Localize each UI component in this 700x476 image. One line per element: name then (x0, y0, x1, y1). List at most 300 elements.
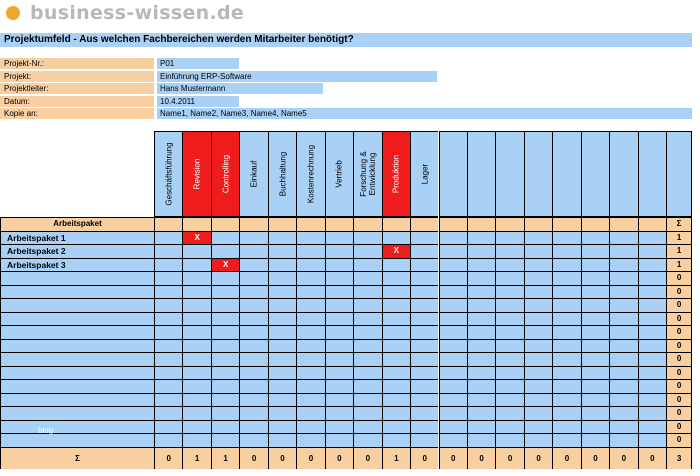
row-label[interactable]: Arbeitspaket 2 (0, 244, 154, 258)
matrix-cell[interactable] (581, 231, 609, 245)
matrix-cell[interactable] (325, 406, 353, 420)
matrix-cell[interactable] (154, 312, 182, 326)
meta-value[interactable]: 10.4.2011 (157, 96, 239, 107)
matrix-cell[interactable] (325, 393, 353, 407)
matrix-cell[interactable] (353, 258, 381, 272)
matrix-cell[interactable] (239, 379, 267, 393)
matrix-cell[interactable] (524, 285, 552, 299)
matrix-cell[interactable] (495, 339, 523, 353)
matrix-cell[interactable] (382, 379, 410, 393)
matrix-cell[interactable] (353, 379, 381, 393)
matrix-cell[interactable] (353, 285, 381, 299)
matrix-cell[interactable] (410, 285, 438, 299)
matrix-cell[interactable] (410, 271, 438, 285)
matrix-cell[interactable] (268, 406, 296, 420)
matrix-cell[interactable] (638, 366, 666, 380)
matrix-cell[interactable] (154, 406, 182, 420)
matrix-cell[interactable] (239, 285, 267, 299)
matrix-cell[interactable] (609, 325, 637, 339)
matrix-cell[interactable] (581, 312, 609, 326)
matrix-cell[interactable] (268, 339, 296, 353)
matrix-cell[interactable] (182, 244, 210, 258)
matrix-cell[interactable] (609, 244, 637, 258)
meta-value[interactable]: Einführung ERP-Software (157, 71, 437, 82)
matrix-cell[interactable] (552, 271, 580, 285)
matrix-cell[interactable] (239, 339, 267, 353)
matrix-cell[interactable] (239, 433, 267, 447)
matrix-cell[interactable] (524, 406, 552, 420)
matrix-cell[interactable] (268, 258, 296, 272)
matrix-cell[interactable] (211, 312, 239, 326)
matrix-cell[interactable] (239, 298, 267, 312)
matrix-cell[interactable] (467, 312, 495, 326)
row-label[interactable] (0, 433, 154, 447)
matrix-cell[interactable] (239, 325, 267, 339)
matrix-cell[interactable] (382, 433, 410, 447)
matrix-cell[interactable] (211, 339, 239, 353)
matrix-cell[interactable] (325, 433, 353, 447)
matrix-cell[interactable] (439, 379, 467, 393)
meta-value[interactable]: P01 (157, 58, 239, 69)
matrix-cell[interactable] (638, 379, 666, 393)
matrix-cell[interactable] (382, 420, 410, 434)
matrix-cell[interactable] (268, 393, 296, 407)
matrix-cell[interactable] (296, 312, 324, 326)
matrix-cell[interactable] (524, 352, 552, 366)
matrix-cell[interactable] (581, 298, 609, 312)
matrix-cell[interactable] (325, 231, 353, 245)
matrix-cell[interactable] (182, 312, 210, 326)
matrix-cell[interactable] (581, 352, 609, 366)
row-label[interactable] (0, 285, 154, 299)
matrix-cell[interactable] (439, 298, 467, 312)
matrix-cell[interactable] (154, 298, 182, 312)
row-label[interactable] (0, 352, 154, 366)
matrix-cell[interactable] (296, 433, 324, 447)
matrix-cell[interactable] (211, 379, 239, 393)
matrix-cell[interactable] (552, 366, 580, 380)
matrix-cell[interactable] (239, 406, 267, 420)
matrix-cell[interactable] (211, 298, 239, 312)
matrix-cell[interactable] (609, 393, 637, 407)
matrix-cell[interactable] (439, 325, 467, 339)
matrix-cell[interactable] (581, 406, 609, 420)
matrix-cell[interactable] (524, 420, 552, 434)
matrix-cell[interactable] (268, 379, 296, 393)
matrix-cell[interactable] (410, 298, 438, 312)
matrix-cell[interactable] (467, 285, 495, 299)
matrix-cell[interactable] (495, 244, 523, 258)
matrix-cell[interactable] (296, 285, 324, 299)
row-label[interactable] (0, 339, 154, 353)
meta-value[interactable]: Name1, Name2, Name3, Name4, Name5 (157, 108, 692, 119)
matrix-cell[interactable] (211, 433, 239, 447)
matrix-cell[interactable] (296, 258, 324, 272)
matrix-cell[interactable] (382, 285, 410, 299)
matrix-cell[interactable] (524, 325, 552, 339)
matrix-cell[interactable] (382, 258, 410, 272)
matrix-cell[interactable] (268, 271, 296, 285)
matrix-cell[interactable] (410, 325, 438, 339)
matrix-cell[interactable] (609, 366, 637, 380)
matrix-cell[interactable] (495, 433, 523, 447)
matrix-cell[interactable] (353, 406, 381, 420)
column-header[interactable] (382, 131, 410, 217)
matrix-cell[interactable] (239, 271, 267, 285)
column-header[interactable] (182, 131, 210, 217)
matrix-cell[interactable] (495, 271, 523, 285)
row-label[interactable]: Arbeitspaket 1 (0, 231, 154, 245)
matrix-cell[interactable] (495, 393, 523, 407)
matrix-cell[interactable] (581, 366, 609, 380)
matrix-cell[interactable] (609, 285, 637, 299)
matrix-cell[interactable] (552, 420, 580, 434)
matrix-cell[interactable] (325, 325, 353, 339)
matrix-cell[interactable] (638, 271, 666, 285)
matrix-cell[interactable] (268, 433, 296, 447)
row-label[interactable] (0, 406, 154, 420)
matrix-cell[interactable] (325, 271, 353, 285)
matrix-cell[interactable] (609, 433, 637, 447)
matrix-cell[interactable] (609, 312, 637, 326)
matrix-cell[interactable] (581, 258, 609, 272)
matrix-cell[interactable] (410, 258, 438, 272)
matrix-cell[interactable] (325, 420, 353, 434)
matrix-cell[interactable] (495, 285, 523, 299)
matrix-cell[interactable] (524, 231, 552, 245)
matrix-cell[interactable] (524, 244, 552, 258)
matrix-cell[interactable] (581, 325, 609, 339)
matrix-cell[interactable] (524, 271, 552, 285)
matrix-cell[interactable] (154, 258, 182, 272)
matrix-cell[interactable] (609, 298, 637, 312)
matrix-cell[interactable] (495, 312, 523, 326)
matrix-cell[interactable] (382, 339, 410, 353)
matrix-cell[interactable] (495, 352, 523, 366)
matrix-cell[interactable] (524, 339, 552, 353)
matrix-cell[interactable] (296, 231, 324, 245)
matrix-cell[interactable] (467, 366, 495, 380)
matrix-cell[interactable] (353, 433, 381, 447)
matrix-cell[interactable] (211, 271, 239, 285)
matrix-cell[interactable] (410, 393, 438, 407)
matrix-cell[interactable] (638, 285, 666, 299)
column-header[interactable] (495, 131, 523, 217)
matrix-cell[interactable] (439, 420, 467, 434)
matrix-cell[interactable] (182, 285, 210, 299)
matrix-cell[interactable] (524, 298, 552, 312)
matrix-cell[interactable] (325, 352, 353, 366)
matrix-cell[interactable] (268, 325, 296, 339)
matrix-cell[interactable] (382, 231, 410, 245)
matrix-cell[interactable] (552, 406, 580, 420)
matrix-cell[interactable] (296, 244, 324, 258)
row-label[interactable] (0, 393, 154, 407)
matrix-cell[interactable] (638, 231, 666, 245)
matrix-cell[interactable] (524, 393, 552, 407)
matrix-cell[interactable] (609, 420, 637, 434)
matrix-cell[interactable] (467, 244, 495, 258)
matrix-cell[interactable] (154, 352, 182, 366)
meta-value[interactable]: Hans Mustermann (157, 83, 323, 94)
matrix-cell[interactable] (524, 433, 552, 447)
mark-cell[interactable]: X (382, 244, 410, 258)
matrix-cell[interactable] (296, 298, 324, 312)
matrix-cell[interactable] (353, 271, 381, 285)
matrix-cell[interactable] (325, 312, 353, 326)
column-header[interactable] (524, 131, 552, 217)
row-label[interactable] (0, 271, 154, 285)
matrix-cell[interactable] (609, 231, 637, 245)
matrix-cell[interactable] (353, 312, 381, 326)
matrix-cell[interactable] (325, 285, 353, 299)
matrix-cell[interactable] (552, 298, 580, 312)
matrix-cell[interactable] (325, 379, 353, 393)
matrix-cell[interactable] (296, 325, 324, 339)
matrix-cell[interactable] (182, 258, 210, 272)
matrix-cell[interactable] (439, 366, 467, 380)
matrix-cell[interactable] (439, 312, 467, 326)
matrix-cell[interactable] (154, 271, 182, 285)
matrix-cell[interactable] (410, 352, 438, 366)
matrix-cell[interactable] (581, 271, 609, 285)
matrix-cell[interactable] (154, 231, 182, 245)
matrix-cell[interactable] (268, 231, 296, 245)
matrix-cell[interactable] (581, 244, 609, 258)
matrix-cell[interactable] (268, 312, 296, 326)
matrix-cell[interactable] (182, 366, 210, 380)
column-header[interactable] (154, 131, 182, 217)
matrix-cell[interactable] (410, 433, 438, 447)
matrix-cell[interactable] (296, 271, 324, 285)
matrix-cell[interactable] (467, 420, 495, 434)
matrix-cell[interactable] (182, 339, 210, 353)
matrix-cell[interactable] (638, 352, 666, 366)
matrix-cell[interactable] (154, 244, 182, 258)
matrix-cell[interactable] (581, 393, 609, 407)
column-header[interactable] (439, 131, 467, 217)
column-header[interactable] (581, 131, 609, 217)
matrix-cell[interactable] (552, 325, 580, 339)
matrix-cell[interactable] (268, 285, 296, 299)
matrix-cell[interactable] (609, 406, 637, 420)
column-header[interactable] (467, 131, 495, 217)
matrix-cell[interactable] (296, 352, 324, 366)
row-label[interactable]: Arbeitspaket 3 (0, 258, 154, 272)
matrix-cell[interactable] (524, 312, 552, 326)
matrix-cell[interactable] (524, 258, 552, 272)
matrix-cell[interactable] (467, 298, 495, 312)
matrix-cell[interactable] (581, 433, 609, 447)
matrix-cell[interactable] (382, 325, 410, 339)
column-header[interactable] (296, 131, 324, 217)
matrix-cell[interactable] (211, 366, 239, 380)
matrix-cell[interactable] (211, 244, 239, 258)
matrix-cell[interactable] (296, 339, 324, 353)
matrix-cell[interactable] (296, 393, 324, 407)
matrix-cell[interactable] (638, 339, 666, 353)
matrix-cell[interactable] (439, 231, 467, 245)
matrix-cell[interactable] (410, 366, 438, 380)
matrix-cell[interactable] (211, 285, 239, 299)
matrix-cell[interactable] (382, 312, 410, 326)
matrix-cell[interactable] (325, 366, 353, 380)
matrix-cell[interactable] (638, 433, 666, 447)
matrix-cell[interactable] (325, 339, 353, 353)
matrix-cell[interactable] (353, 339, 381, 353)
column-header[interactable] (353, 131, 381, 217)
matrix-cell[interactable] (410, 339, 438, 353)
matrix-cell[interactable] (154, 393, 182, 407)
matrix-cell[interactable] (296, 420, 324, 434)
matrix-cell[interactable] (353, 393, 381, 407)
matrix-cell[interactable] (467, 258, 495, 272)
matrix-cell[interactable] (439, 352, 467, 366)
matrix-cell[interactable] (552, 312, 580, 326)
column-header[interactable] (211, 131, 239, 217)
matrix-cell[interactable] (467, 325, 495, 339)
matrix-cell[interactable] (495, 420, 523, 434)
row-label[interactable] (0, 420, 154, 434)
matrix-cell[interactable] (467, 433, 495, 447)
matrix-cell[interactable] (552, 379, 580, 393)
matrix-cell[interactable] (182, 352, 210, 366)
matrix-cell[interactable] (609, 379, 637, 393)
matrix-cell[interactable] (182, 379, 210, 393)
matrix-cell[interactable] (495, 379, 523, 393)
matrix-cell[interactable] (353, 231, 381, 245)
matrix-cell[interactable] (638, 420, 666, 434)
matrix-cell[interactable] (211, 406, 239, 420)
matrix-cell[interactable] (154, 285, 182, 299)
column-header[interactable] (325, 131, 353, 217)
matrix-cell[interactable] (552, 244, 580, 258)
matrix-cell[interactable] (495, 325, 523, 339)
matrix-cell[interactable] (410, 420, 438, 434)
matrix-cell[interactable] (581, 339, 609, 353)
matrix-cell[interactable] (581, 285, 609, 299)
matrix-cell[interactable] (552, 285, 580, 299)
column-header[interactable] (239, 131, 267, 217)
matrix-cell[interactable] (239, 231, 267, 245)
matrix-cell[interactable] (154, 325, 182, 339)
row-label[interactable] (0, 325, 154, 339)
matrix-cell[interactable] (581, 379, 609, 393)
matrix-cell[interactable] (325, 258, 353, 272)
matrix-cell[interactable] (467, 339, 495, 353)
mark-cell[interactable]: X (182, 231, 210, 245)
matrix-cell[interactable] (353, 244, 381, 258)
column-header[interactable] (268, 131, 296, 217)
matrix-cell[interactable] (467, 231, 495, 245)
matrix-cell[interactable] (638, 312, 666, 326)
matrix-cell[interactable] (182, 420, 210, 434)
matrix-cell[interactable] (552, 393, 580, 407)
matrix-cell[interactable] (467, 271, 495, 285)
column-header[interactable] (552, 131, 580, 217)
matrix-cell[interactable] (609, 258, 637, 272)
matrix-cell[interactable] (353, 352, 381, 366)
matrix-cell[interactable] (182, 406, 210, 420)
matrix-cell[interactable] (638, 325, 666, 339)
matrix-cell[interactable] (239, 366, 267, 380)
matrix-cell[interactable] (467, 406, 495, 420)
matrix-cell[interactable] (211, 420, 239, 434)
matrix-cell[interactable] (495, 406, 523, 420)
matrix-cell[interactable] (268, 352, 296, 366)
matrix-cell[interactable] (239, 352, 267, 366)
matrix-cell[interactable] (268, 298, 296, 312)
matrix-cell[interactable] (182, 393, 210, 407)
column-header[interactable] (410, 131, 438, 217)
matrix-cell[interactable] (211, 231, 239, 245)
matrix-cell[interactable] (552, 231, 580, 245)
row-label[interactable] (0, 366, 154, 380)
matrix-cell[interactable] (439, 406, 467, 420)
row-label[interactable] (0, 312, 154, 326)
matrix-cell[interactable] (182, 271, 210, 285)
matrix-cell[interactable] (182, 325, 210, 339)
matrix-cell[interactable] (296, 366, 324, 380)
matrix-cell[interactable] (439, 433, 467, 447)
matrix-cell[interactable] (581, 420, 609, 434)
matrix-cell[interactable] (410, 312, 438, 326)
matrix-cell[interactable] (211, 325, 239, 339)
matrix-cell[interactable] (609, 271, 637, 285)
matrix-cell[interactable] (239, 244, 267, 258)
matrix-cell[interactable] (382, 366, 410, 380)
matrix-cell[interactable] (495, 258, 523, 272)
matrix-cell[interactable] (410, 244, 438, 258)
matrix-cell[interactable] (410, 231, 438, 245)
matrix-cell[interactable] (239, 420, 267, 434)
matrix-cell[interactable] (353, 420, 381, 434)
matrix-cell[interactable] (552, 339, 580, 353)
column-header[interactable] (638, 131, 666, 217)
matrix-cell[interactable] (382, 406, 410, 420)
matrix-cell[interactable] (439, 339, 467, 353)
matrix-cell[interactable] (154, 433, 182, 447)
matrix-cell[interactable] (154, 366, 182, 380)
matrix-cell[interactable] (154, 379, 182, 393)
matrix-cell[interactable] (467, 393, 495, 407)
matrix-cell[interactable] (467, 379, 495, 393)
row-label[interactable] (0, 298, 154, 312)
matrix-cell[interactable] (439, 244, 467, 258)
matrix-cell[interactable] (154, 339, 182, 353)
matrix-cell[interactable] (211, 393, 239, 407)
matrix-cell[interactable] (638, 258, 666, 272)
matrix-cell[interactable] (439, 285, 467, 299)
matrix-cell[interactable] (268, 244, 296, 258)
matrix-cell[interactable] (609, 339, 637, 353)
matrix-cell[interactable] (268, 420, 296, 434)
matrix-cell[interactable] (609, 352, 637, 366)
matrix-cell[interactable] (353, 298, 381, 312)
matrix-cell[interactable] (467, 352, 495, 366)
matrix-cell[interactable] (524, 379, 552, 393)
matrix-cell[interactable] (410, 406, 438, 420)
matrix-cell[interactable] (552, 433, 580, 447)
matrix-cell[interactable] (239, 312, 267, 326)
matrix-cell[interactable] (182, 433, 210, 447)
matrix-cell[interactable] (182, 298, 210, 312)
matrix-cell[interactable] (382, 298, 410, 312)
matrix-cell[interactable] (495, 231, 523, 245)
matrix-cell[interactable] (552, 352, 580, 366)
matrix-cell[interactable] (495, 366, 523, 380)
column-header[interactable] (609, 131, 637, 217)
